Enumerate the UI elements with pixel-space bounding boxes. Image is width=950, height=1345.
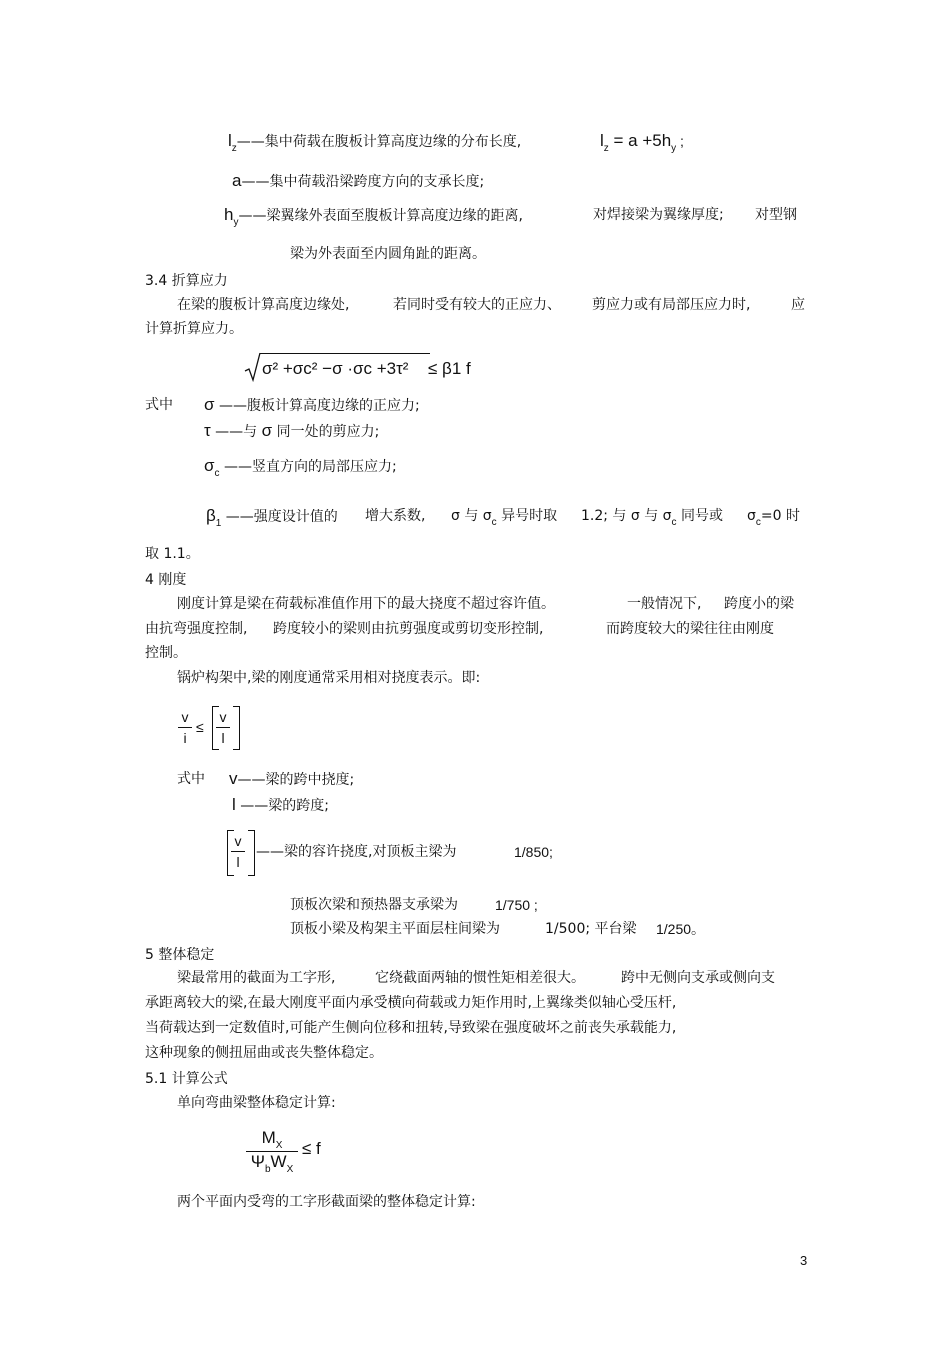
def-beta1-g: $\sigma_c=0$ 时 bbox=[747, 508, 800, 528]
def-v: v——梁的跨中挠度; bbox=[229, 769, 355, 788]
s34-p2: 计算折算应力。 bbox=[145, 321, 243, 337]
s34-p1c: 剪应力或有局部压应力时, bbox=[592, 297, 751, 313]
s4-p1c: 跨度小的梁 bbox=[724, 596, 794, 612]
formula-lz: $l_z = a +5h_y$ ; bbox=[600, 131, 684, 154]
s5-p3: 当荷载达到一定数值时,可能产生侧向位移和扭转,导致梁在强度破坏之前丧失承载能力, bbox=[145, 1020, 677, 1036]
def-beta1-e: 1.2; 与 σ 与 $\sigma_c$ 同号或 bbox=[581, 508, 723, 528]
def-beta1-cont: 取 1.1。 bbox=[145, 546, 200, 562]
def-tau: τ ——与 σ 同一处的剪应力; bbox=[204, 421, 380, 440]
bracket-right-2 bbox=[248, 830, 255, 876]
def-allow-3: 顶板小梁及构架主平面层柱间梁为 bbox=[290, 921, 500, 937]
s51-p1: 单向弯曲梁整体稳定计算: bbox=[177, 1095, 336, 1111]
formula-rhs-f: ≤ f bbox=[302, 1139, 321, 1158]
ratio-500: 1/500; 平台梁 bbox=[545, 921, 637, 937]
s5-p1b: 它绕截面两轴的惯性矩相差很大。 bbox=[375, 970, 585, 986]
def-beta1-c: σ 与 $\sigma_c$ 异号时取 bbox=[451, 508, 558, 528]
s34-p1d: 应 bbox=[791, 297, 805, 313]
def-allow-deflection: ——梁的容许挠度,对顶板主梁为 bbox=[256, 844, 457, 860]
def-sigma: σ ——腹板计算高度边缘的正应力; bbox=[204, 395, 420, 414]
def-beta1: $\beta_1$ ——强度设计值的 bbox=[206, 506, 338, 529]
s5-p1a: 梁最常用的截面为工字形, bbox=[177, 970, 336, 986]
s4-p2c: 而跨度较大的梁往往由刚度 bbox=[606, 621, 774, 637]
s4-shizhong: 式中 bbox=[177, 771, 205, 787]
s4-p4: 锅炉构架中,梁的刚度通常采用相对挠度表示。即: bbox=[177, 670, 481, 686]
s4-p2b: 跨度较小的梁则由抗剪强度或剪切变形控制, bbox=[273, 621, 544, 637]
s4-p1a: 刚度计算是梁在荷载标准值作用下的最大挠度不超过容许值。 bbox=[177, 596, 555, 612]
fraction-v-over-i: v i bbox=[178, 708, 192, 747]
s5-p4: 这种现象的侧扭屈曲或丧失整体稳定。 bbox=[145, 1045, 383, 1061]
ratio-850: 1/850; bbox=[514, 844, 553, 860]
s5-p1c: 跨中无侧向支承或侧向支 bbox=[621, 970, 775, 986]
def-hy-tail2: 对型钢 bbox=[755, 207, 797, 223]
s34-shizhong: 式中 bbox=[145, 397, 173, 413]
s4-p1b: 一般情况下, bbox=[627, 596, 702, 612]
s34-p1b: 若同时受有较大的正应力、 bbox=[393, 297, 561, 313]
ratio-750: 1/750 ; bbox=[495, 897, 538, 913]
bracket-right bbox=[233, 706, 240, 750]
ratio-250: 1/250。 bbox=[656, 921, 706, 937]
def-hy-tail1: 对焊接梁为翼缘厚度; bbox=[593, 207, 724, 223]
fraction-mx-over-wx: $M_X$ $\Psi_bW_X$ bbox=[246, 1129, 298, 1174]
document-page: $l_z——$集中荷载在腹板计算高度边缘的分布长度, $l_z = a +5h_y$ ; a——集中荷载沿梁跨度方向的支承长度; $h_y——$梁翼缘外表面至腹板计算高度边缘的距离, 对焊接梁为翼缘厚度; 对型钢 梁为外表面至内圆角趾的距离。 3.4 折算应力 在梁的腹板计算高度边缘处, 若同时受有较大的正应力、 剪应力或有局部压应力时, 应 计算折算应力。 σ² +σc² −σ ·σc +3τ² ≤ β1 f 式中 σ ——腹板计算高度边缘的正应力; τ ——与 σ 同一处的剪应力; $\sigma_c$ ——竖直方向的局部压应力; $\beta_1$ ——强度设计值的 增大系数, σ 与 $\sigma_c$ 异号时取 1.2; 与 σ 与 $\sigma_c$ 同号或 $\sigma_c=0$ 时 取 1.1。 4 刚度 刚度计算是梁在荷载标准值作用下的最大挠度不超过容许值。 一般情况下, 跨度小的梁 由抗弯强度控制, 跨度较小的梁则由抗剪强度或剪切变形控制, 而跨度较大的梁往往由刚度 控制。 锅炉构架中,梁的刚度通常采用相对挠度表示。即: v i ≤ v l 式中 v——梁的跨中挠度; l ——梁的跨度; v l ——梁的容许挠度,对顶板主梁为 1/850; 顶板次梁和预热器支承梁为 1/750 ; 顶板小梁及构架主平面层柱间梁为 1/500; 平台梁 1/250。 5 整体稳定 梁最常用的截面为工字形, 它绕截面两轴的惯性矩相差很大。 跨中无侧向支承或侧向支 承距离较大的梁,在最大刚度平面内承受横向荷载或力矩作用时,上翼缘类似轴心受压杆, 当荷载达到一定数值时,可能产生侧向位移和扭转,导致梁在强度破坏之前丧失承载能力, 这种现象的侧扭屈曲或丧失整体稳定。 5.1 计算公式 单向弯曲梁整体稳定计算: $M_X$ $\Psi_bW_X$ ≤ f 两个平面内受弯的工字形截面梁的整体稳定计算: 3 bbox=[145, 131, 808, 1268]
def-sigma-c: $\sigma_c$ ——竖直方向的局部压应力; bbox=[204, 456, 397, 479]
def-allow-2: 顶板次梁和预热器支承梁为 bbox=[290, 897, 458, 913]
page-number: 3 bbox=[800, 1253, 808, 1268]
def-beta1-b: 增大系数, bbox=[365, 508, 426, 524]
leq-sign: ≤ bbox=[196, 719, 204, 735]
def-l: l ——梁的跨度; bbox=[232, 795, 329, 814]
def-hy: $h_y——$梁翼缘外表面至腹板计算高度边缘的距离, bbox=[224, 205, 523, 228]
def-hy-cont: 梁为外表面至内圆角趾的距离。 bbox=[290, 246, 486, 262]
s51-p2: 两个平面内受弯的工字形截面梁的整体稳定计算: bbox=[177, 1194, 476, 1210]
s34-p1a: 在梁的腹板计算高度边缘处, bbox=[177, 297, 350, 313]
def-a: a——集中荷载沿梁跨度方向的支承长度; bbox=[232, 171, 485, 190]
fraction-v-over-l-allow: v l bbox=[231, 832, 245, 871]
heading-5-1: 5.1 计算公式 bbox=[145, 1071, 228, 1087]
heading-3-4: 3.4 折算应力 bbox=[145, 273, 228, 289]
s4-p3: 控制。 bbox=[145, 645, 187, 661]
s4-p2a: 由抗弯强度控制, bbox=[145, 621, 248, 637]
def-lz: $l_z——$集中荷载在腹板计算高度边缘的分布长度, bbox=[228, 131, 522, 154]
heading-5: 5 整体稳定 bbox=[145, 947, 215, 963]
heading-4: 4 刚度 bbox=[145, 572, 187, 588]
fraction-v-over-l-bracket: v l bbox=[216, 708, 230, 747]
sqrt-sign-icon bbox=[244, 352, 262, 382]
s5-p2: 承距离较大的梁,在最大刚度平面内承受横向荷载或力矩作用时,上翼缘类似轴心受压杆, bbox=[145, 995, 677, 1011]
